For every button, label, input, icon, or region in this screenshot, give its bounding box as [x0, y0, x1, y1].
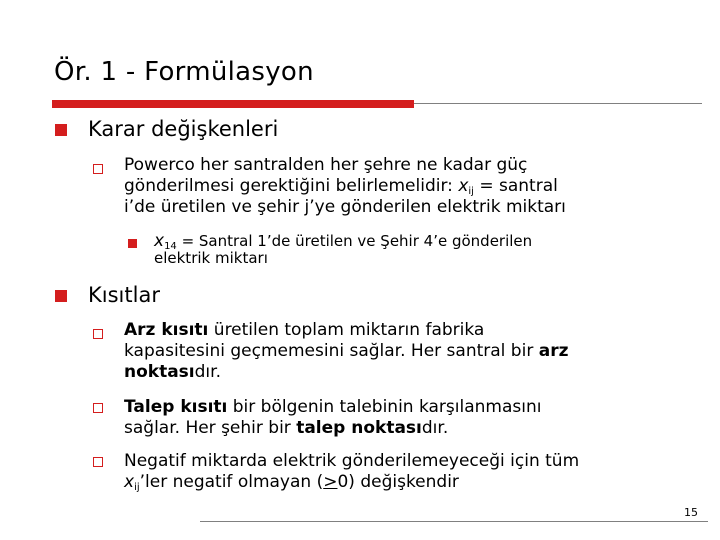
text-line: elektrik miktarı [154, 249, 268, 267]
text-line: Powerco her santralden her şehre ne kadar güç [124, 155, 528, 175]
bullet-hollow-square-icon [93, 164, 103, 174]
term-supply: arz [538, 341, 569, 361]
geq-symbol: > [323, 472, 338, 492]
text-line [124, 472, 579, 493]
variable-x: x [458, 176, 469, 196]
text-span: = Santral 1’de üretilen ve Şehir 4’e gönderilen [176, 232, 533, 250]
bullet-hollow-square-icon [93, 457, 103, 467]
text-span: 0) değişkendir [337, 472, 459, 492]
text-span: bir bölgenin talebinin karşılanmasını [227, 397, 542, 417]
term-demand-constraint: Talep kısıtı [124, 397, 228, 417]
section-heading-decision-variables: Karar değişkenleri [88, 117, 279, 141]
text-span: üretilen toplam miktarın fabrika [208, 320, 485, 340]
text-span: ’ler negatif olmayan ( [139, 472, 324, 492]
title-rule [52, 100, 702, 108]
slide-title: Ör. 1 - Formülasyon [54, 57, 314, 87]
bullet-square-icon [55, 124, 67, 136]
page-number: 15 [684, 506, 698, 519]
text-line [154, 233, 532, 250]
decision-variable-description [124, 155, 566, 218]
text-line [124, 418, 541, 439]
variable-subscript: ij [468, 186, 474, 197]
text-span: gönderilmesi gerektiğini belirlemelidir: [124, 176, 459, 196]
title-rule-gray [414, 103, 702, 104]
bullet-hollow-square-icon [93, 329, 103, 339]
footer-rule [200, 521, 708, 522]
example-variable-x14 [154, 233, 532, 267]
variable-x: x [124, 472, 135, 492]
term-point: noktası [124, 362, 195, 382]
variable-subscript: 14 [164, 241, 177, 252]
variable-subscript: ij [134, 482, 140, 493]
term-supply-constraint: Arz kısıtı [124, 320, 209, 340]
text-line [124, 341, 568, 362]
text-span: dır. [194, 362, 221, 382]
section-heading-constraints: Kısıtlar [88, 283, 160, 307]
bullet-square-icon [55, 290, 67, 302]
text-line [124, 176, 566, 197]
title-rule-red [52, 100, 414, 108]
text-span: dır. [421, 418, 449, 438]
demand-constraint-text [124, 397, 541, 439]
bullet-hollow-square-icon [93, 403, 103, 413]
text-span: sağlar. Her şehir bir [124, 418, 297, 438]
nonnegativity-text [124, 451, 579, 493]
text-span: kapasitesini geçmemesini sağlar. Her santral bir [124, 341, 539, 361]
supply-constraint-text [124, 320, 568, 383]
text-line [124, 362, 568, 383]
text-line: Negatif miktarda elektrik gönderilemeyeceği için tüm [124, 451, 580, 471]
term-demand-point: talep noktası [296, 418, 422, 438]
text-span: = santral [473, 176, 558, 196]
bullet-small-square-icon [128, 239, 137, 248]
text-line: i’de üretilen ve şehir j’ye gönderilen elektrik miktarı [124, 197, 566, 217]
variable-x: x [154, 231, 165, 251]
text-line [124, 397, 541, 418]
text-line [124, 320, 568, 341]
